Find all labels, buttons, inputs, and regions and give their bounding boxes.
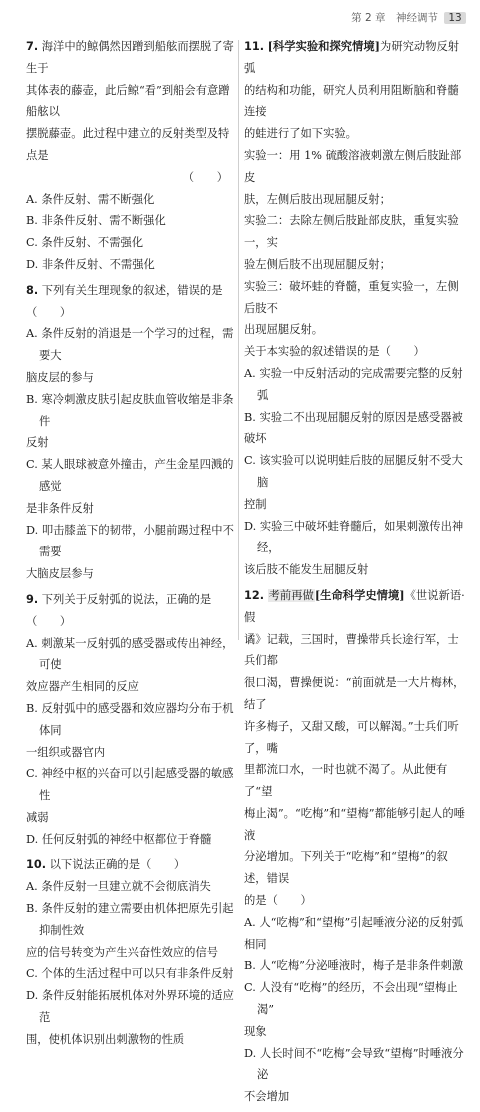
stem-line: 谲》记载，三国时，曹操带兵长途行军，士兵们都: [244, 632, 459, 668]
option-D: [26, 520, 240, 585]
option-line: 现象: [244, 1024, 267, 1038]
option-line: D. 任何反射弧的神经中枢都位于脊髓: [26, 832, 212, 846]
option-line: D. 叩击膝盖下的韧带，小腿前踢过程中不需要: [26, 523, 234, 559]
option-line: 围，使机体识别出刺激物的性质: [26, 1032, 185, 1046]
option-line: D. 实验三中破坏蛙脊髓后，如果刺激传出神经，: [244, 519, 464, 555]
option-line: C. 某人眼球被意外撞击，产生金星四溅的感觉: [26, 458, 234, 493]
option-line: 破坏: [244, 432, 267, 446]
stem-text: 下列关于反射弧的说法，正确的是（ ）: [26, 592, 212, 628]
option-line: C. 条件反射、不需强化: [26, 236, 144, 250]
option-B: [244, 955, 466, 977]
option-line: 不会增加: [244, 1090, 290, 1104]
experiment-line: 实验三：破坏蛙的脊髓，重复实验一，左侧后肢不: [244, 279, 459, 315]
question-number: 12.: [244, 588, 265, 602]
option-line: 效应器产生相同的反应: [26, 680, 139, 694]
stem-line: 为研究动物反射弧: [244, 40, 460, 75]
option-line: A. 实验一中反射活动的完成需要完整的反射弧: [244, 366, 463, 402]
experiment-line: 验左侧后肢不出现屈腿反射；: [244, 257, 391, 271]
option-C: [244, 977, 466, 1042]
stem-line: 摆脱藤壶。此过程中建立的反射类型及特点是: [26, 127, 230, 162]
option-line: C. 该实验可以说明蛙后肢的屈腿反射不受大脑: [244, 454, 463, 489]
option-line: 脑皮层的参与: [26, 370, 94, 384]
option-line: 该后肢不能发生屈腿反射: [244, 563, 369, 577]
option-line: A. 人“吃梅”和“望梅”引起唾液分泌的反射弧: [244, 915, 464, 929]
option-line: A. 刺激某一反射弧的感受器或传出神经，可使: [26, 636, 234, 672]
question-stem: 11. [科学实验和探究情境]为研究动物反射弧: [244, 39, 460, 75]
review-badge: 考前再做: [268, 588, 314, 602]
question-7: [26, 36, 240, 276]
option-A: [244, 363, 466, 407]
option-B: [26, 698, 240, 763]
option-line: A. 条件反射的消退是一个学习的过程，需要大: [26, 327, 234, 363]
stem-text: 海洋中的鲸偶然因蹭到船舷而摆脱了寄生于: [26, 40, 234, 75]
option-D: [26, 254, 240, 276]
question-10: [26, 854, 240, 1050]
option-line: D. 条件反射能拓展机体对外界环境的适应范: [26, 989, 234, 1025]
question-number: 7.: [26, 40, 39, 53]
right-column: [244, 36, 466, 1112]
option-B: [244, 407, 466, 451]
option-A: [244, 912, 466, 956]
question-9: [26, 589, 240, 851]
question-number: 8.: [26, 283, 39, 297]
chapter-title: 第 2 章 神经调节: [351, 12, 438, 24]
question-prompt: 关于本实验的叙述错误的是（ ）: [244, 345, 425, 359]
option-line: B. 实验二不出现屈腿反射的原因是感受器被: [244, 410, 463, 424]
option-D: [244, 1043, 466, 1108]
option-line: 应的信号转变为产生兴奋性效应的信号: [26, 945, 219, 959]
option-A: [26, 633, 240, 698]
option-D: [244, 516, 466, 581]
stem-line: 里都流口水，一时也就不渴了。从此便有了“望: [244, 763, 448, 799]
option-A: [26, 323, 240, 388]
question-8: [26, 280, 240, 585]
question-stem: [26, 854, 240, 876]
stem-line: 很口渴，曹操便说：“前面就是一大片梅林，结了: [244, 676, 465, 711]
stem-line: 梅止渴”。“吃梅”和“望梅”都能够引起人的唾液: [244, 806, 465, 842]
option-line: B. 条件反射的建立需要由机体把原先引起抑制性效: [26, 902, 234, 937]
option-line: A. 条件反射一旦建立就不会彻底消失: [26, 880, 211, 894]
context-tag: 科学实验和探究情境: [272, 40, 375, 53]
option-line: C. 个体的生活过程中可以只有非条件反射: [26, 967, 234, 981]
stem-line: 的结构和功能，研究人员利用阻断脑和脊髓连接: [244, 83, 459, 119]
context-tag: 生命科学史情境: [320, 588, 400, 602]
stem-line: 分泌增加。下列关于“吃梅”和“望梅”的叙述，错误: [244, 850, 448, 886]
option-line: B. 非条件反射、需不断强化: [26, 214, 166, 228]
option-D: [26, 829, 240, 851]
stem-line: 的蛙进行了如下实验。: [244, 127, 357, 141]
question-number: 11.: [244, 40, 265, 53]
option-line: 是非条件反射: [26, 501, 94, 515]
question-stem: [26, 36, 240, 80]
stem-line: 许多梅子，又甜又酸，可以解渴。”士兵们听了，嘴: [244, 719, 459, 755]
option-line: B. 寒冷刺激皮肤引起皮肤血管收缩是非条件: [26, 392, 234, 428]
experiment-line: 实验二：去除左侧后肢趾部皮肤，重复实验一，实: [244, 214, 459, 250]
option-line: 大脑皮层参与: [26, 567, 94, 581]
option-B: [26, 389, 240, 454]
option-line: A. 条件反射、需不断强化: [26, 192, 155, 206]
answer-paren: （ ）: [182, 170, 228, 184]
option-D: [26, 985, 240, 1050]
option-line: D. 人长时间不“吃梅”会导致“望梅”时唾液分泌: [244, 1046, 464, 1082]
option-line: C. 神经中枢的兴奋可以引起感受器的敏感性: [26, 767, 234, 803]
stem-line: 《世说新语·假: [244, 588, 465, 624]
question-number: 10.: [26, 858, 47, 872]
option-line: D. 非条件反射、不需强化: [26, 257, 155, 271]
stem-line: 的是（ ）: [244, 894, 312, 908]
stem-line: 其体表的藤壶，此后鲸“看”到船会有意蹭船舷以: [26, 83, 230, 119]
option-B: [26, 210, 240, 232]
question-stem: 12. 考前再做[生命科学史情境]《世说新语·假: [244, 587, 465, 624]
option-C: [26, 454, 240, 519]
option-C: [26, 232, 240, 254]
option-C: [26, 763, 240, 828]
option-C: [244, 450, 466, 515]
option-A: [26, 189, 240, 211]
left-column: [26, 36, 240, 1055]
option-line: 一组织或器官内: [26, 745, 106, 759]
experiment-line: 实验一：用 1% 硫酸溶液刺激左侧后肢趾部皮: [244, 148, 462, 184]
page-header: [351, 10, 466, 25]
page-number: 13: [444, 12, 466, 24]
option-line: 相同: [244, 937, 267, 951]
question-11: [244, 36, 466, 581]
experiment-line: 出现屈腿反射。: [244, 323, 324, 337]
option-line: 控制: [244, 497, 267, 511]
option-B: [26, 898, 240, 963]
question-12: [244, 585, 466, 1108]
option-line: 减弱: [26, 810, 49, 824]
option-A: [26, 876, 240, 898]
option-line: B. 反射弧中的感受器和效应器均分布于机体同: [26, 701, 234, 737]
question-number: 9.: [26, 592, 39, 606]
question-stem: [26, 280, 240, 324]
option-line: B. 人“吃梅”分泌唾液时，梅子是非条件刺激: [244, 959, 464, 973]
option-line: C. 人没有“吃梅”的经历，不会出现“望梅止渴”: [244, 981, 458, 1017]
option-C: [26, 963, 240, 985]
option-line: 反射: [26, 436, 49, 450]
question-stem: [26, 589, 240, 633]
stem-text: 以下说法正确的是（ ）: [49, 858, 186, 872]
experiment-line: 肤，左侧后肢出现屈腿反射；: [244, 192, 391, 206]
stem-text: 下列有关生理现象的叙述，错误的是（ ）: [26, 283, 223, 319]
